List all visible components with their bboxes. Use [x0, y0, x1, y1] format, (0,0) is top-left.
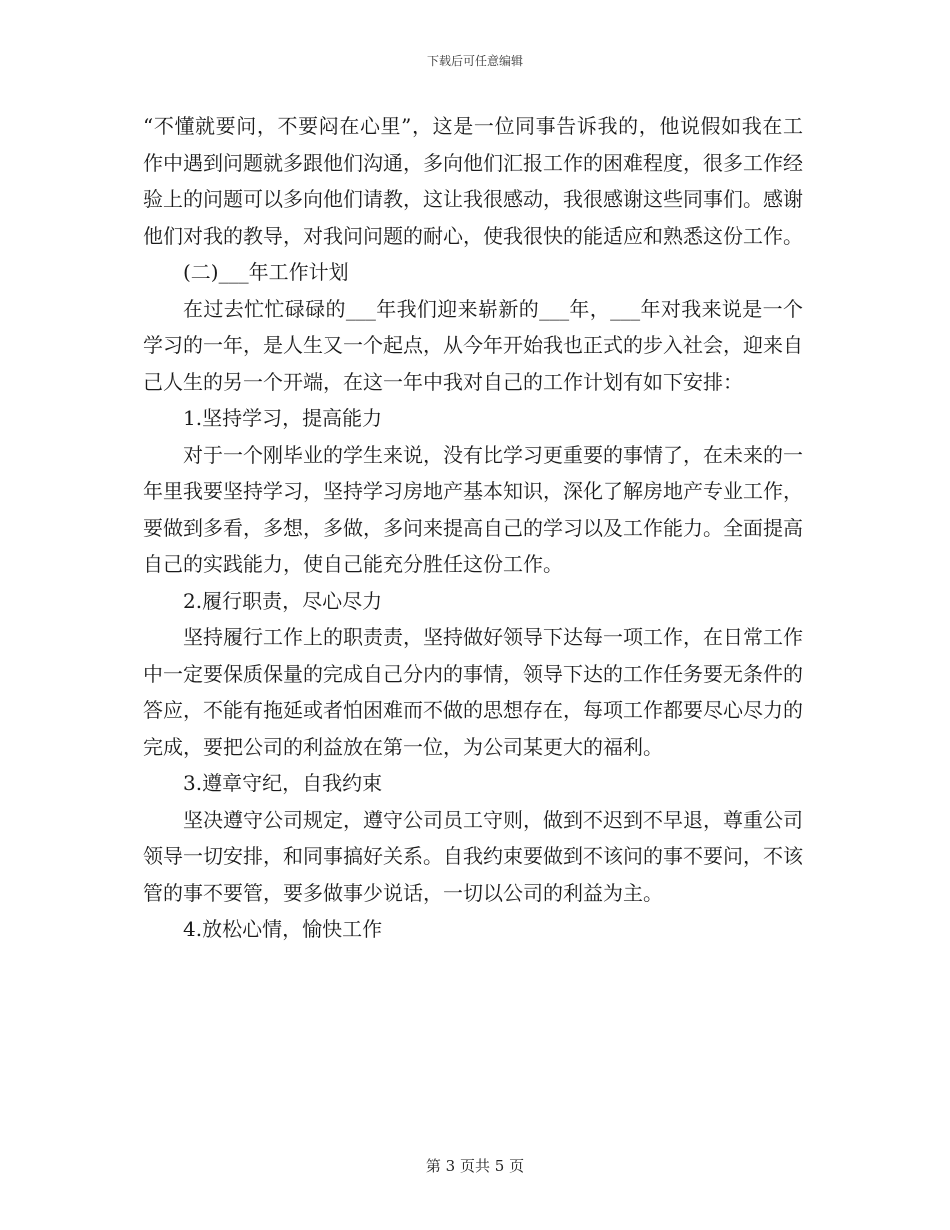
- list-heading: 4.放松心情，愉快工作: [183, 917, 383, 941]
- section-heading: (二)___年工作计划: [183, 260, 349, 284]
- paragraph: “不懂就要问，不要闷在心里”，这是一位同事告诉我的，他说假如我在工作中遇到问题就多跟他们沟通，多向他们汇报工作的困难程度，很多工作经验上的问题可以多向他们请教，这让我很感动，我很感谢这些同事们。感谢他们对我的教导，对我问问题的耐心，使我很快的能适应和熟悉这份工作。: [143, 114, 803, 248]
- paragraph: 对于一个刚毕业的学生来说，没有比学习更重要的事情了，在未来的一年里我要坚持学习，坚持学习房地产基本知识，深化了解房地产专业工作，要做到多看，多想，多做，多问来提高自己的学习以及工作能力。全面提高自己的实践能力，使自己能充分胜任这份工作。: [143, 442, 803, 576]
- list-heading: 3.遵章守纪，自我约束: [183, 771, 383, 795]
- list-heading: 2.履行职责，尽心尽力: [183, 588, 383, 613]
- document-body: [143, 108, 803, 948]
- paragraph: 坚决遵守公司规定，遵守公司员工守则，做到不迟到不早退，尊重公司领导一切安排，和同事搞好关系。自我约束要做到不该问的事不要问，不该管的事不要管，要多做事少说话，一切以公司的利益为主。: [143, 807, 803, 905]
- page-header: 下载后可任意编辑: [426, 54, 523, 68]
- paragraph: 在过去忙忙碌碌的___年我们迎来崭新的___年，___年对我来说是一个学习的一年，是人生又一个起点，从今年开始我也正式的步入社会，迎来自己人生的另一个开端，在这一年中我对自己的工作计划有如下安排：: [143, 296, 803, 394]
- page-footer: 第 3 页共 5 页: [425, 1157, 525, 1175]
- paragraph: 坚持履行工作上的职责责，坚持做好领导下达每一项工作，在日常工作中一定要保质保量的完成自己分内的事情，领导下达的工作任务要无条件的答应，不能有拖延或者怕困难而不做的思想存在，每项工作都要尽心尽力的完成，要把公司的利益放在第一位，为公司某更大的福利。: [143, 625, 803, 759]
- list-heading: 1.坚持学习，提高能力: [183, 406, 383, 430]
